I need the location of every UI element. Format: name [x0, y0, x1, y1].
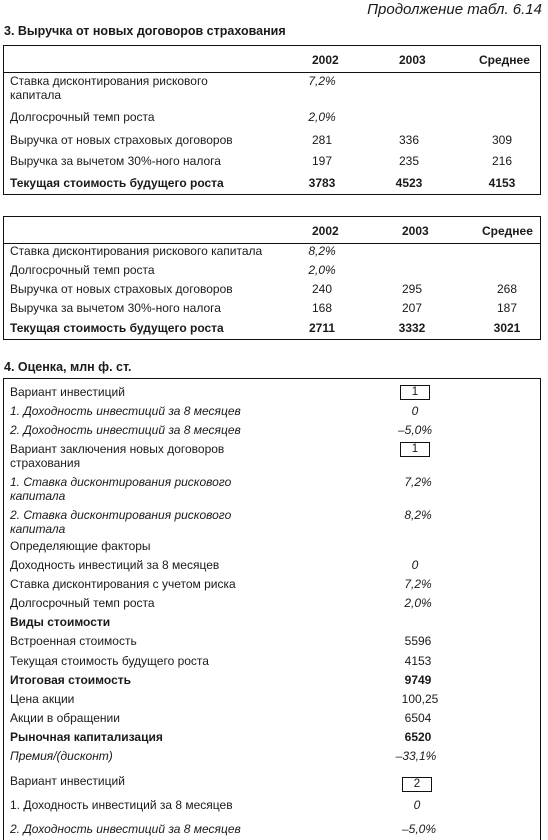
- col-2003: 2003: [399, 53, 426, 67]
- row-label: Выручка от новых страховых договоров: [10, 133, 233, 147]
- section-3-title: 3. Выручка от новых договоров страхования: [4, 24, 286, 38]
- row-value: 8,2%: [404, 508, 432, 522]
- col-2003: 2003: [402, 224, 429, 238]
- row-label: 1. Доходность инвестиций за 8 месяцев: [10, 798, 233, 812]
- row-label: Определяющие факторы: [10, 539, 151, 553]
- row-label: Ставка дисконтирования рискового капитала: [10, 244, 263, 258]
- value-2002: 2,0%: [308, 263, 336, 277]
- row-value: 2,0%: [404, 596, 432, 610]
- row-label: Долгосрочный темп роста: [10, 596, 155, 610]
- row-value: 6520: [404, 730, 432, 744]
- value-average: 3021: [493, 321, 521, 335]
- row-label: Вариант инвестиций: [10, 385, 125, 399]
- value-average: 4153: [488, 176, 516, 190]
- row-label: Выручка за вычетом 30%-ного налога: [10, 301, 221, 315]
- value-2003: 207: [401, 301, 423, 315]
- row-value: –5,0%: [401, 822, 437, 836]
- value-2002: 240: [311, 282, 333, 296]
- row-label: 2. Доходность инвестиций за 8 месяцев: [10, 822, 241, 836]
- row-label: 2. Доходность инвестиций за 8 месяцев: [10, 423, 241, 437]
- row-label: 2. Ставка дисконтирования рискового капитала: [10, 508, 232, 536]
- row-value: –5,0%: [397, 423, 433, 437]
- value-2003: 3332: [398, 321, 426, 335]
- value-average: 216: [491, 154, 513, 168]
- row-value: 0: [411, 404, 419, 418]
- row-label: Текущая стоимость будущего роста: [10, 321, 224, 335]
- table-header: [4, 46, 540, 73]
- row-value: 7,2%: [404, 475, 432, 489]
- col-average: Среднее: [482, 224, 533, 238]
- row-label: Долгосрочный темп роста: [10, 110, 155, 124]
- row-label: Ставка дисконтирования с учетом риска: [10, 577, 236, 591]
- value-2003: 295: [401, 282, 423, 296]
- row-label: Итоговая стоимость: [10, 673, 131, 687]
- row-label: 1. Ставка дисконтирования рискового капитала: [10, 475, 232, 503]
- investment-variant-box: 1: [400, 385, 430, 400]
- row-value: –33,1%: [395, 749, 437, 763]
- value-2002: 3783: [308, 176, 336, 190]
- revenue-table-2: [3, 216, 541, 340]
- row-label: Акции в обращении: [10, 711, 120, 725]
- row-label: Текущая стоимость будущего роста: [10, 176, 224, 190]
- row-value: 0: [413, 798, 421, 812]
- value-2002: 197: [311, 154, 333, 168]
- row-label: Ставка дисконтирования рискового капитала: [10, 74, 208, 102]
- table-header: [4, 217, 540, 244]
- row-value: 100,25: [401, 692, 439, 706]
- row-value: 4153: [404, 654, 432, 668]
- revenue-table-1: [3, 45, 541, 195]
- valuation-table: [3, 378, 541, 840]
- row-label: 1. Доходность инвестиций за 8 месяцев: [10, 404, 241, 418]
- row-label: Вариант заключения новых договоров страхования: [10, 442, 225, 470]
- row-value: 0: [411, 558, 419, 572]
- row-label: Выручка от новых страховых договоров: [10, 282, 233, 296]
- investment-variant-box: 2: [402, 777, 432, 792]
- value-2002: 168: [311, 301, 333, 315]
- row-label: Премия/(дисконт): [10, 749, 113, 763]
- row-label: Встроенная стоимость: [10, 634, 137, 648]
- value-average: 309: [491, 133, 513, 147]
- value-2003: 4523: [395, 176, 423, 190]
- row-value: 6504: [404, 711, 432, 725]
- row-label: Цена акции: [10, 692, 75, 706]
- contract-variant-box: 1: [400, 442, 430, 457]
- col-average: Среднее: [479, 53, 530, 67]
- col-2002: 2002: [312, 53, 339, 67]
- section-4-title: 4. Оценка, млн ф. ст.: [4, 360, 132, 374]
- row-value: 7,2%: [404, 577, 432, 591]
- value-average: 187: [496, 301, 518, 315]
- value-2002: 281: [311, 133, 333, 147]
- value-2002: 2,0%: [308, 110, 336, 124]
- col-2002: 2002: [312, 224, 339, 238]
- value-2002: 2711: [308, 321, 336, 335]
- continuation-caption: Продолжение табл. 6.14: [367, 1, 542, 18]
- value-2002: 8,2%: [308, 244, 336, 258]
- value-2003: 336: [398, 133, 420, 147]
- row-label: Рыночная капитализация: [10, 730, 163, 744]
- row-label: Долгосрочный темп роста: [10, 263, 155, 277]
- row-label: Текущая стоимость будущего роста: [10, 654, 209, 668]
- row-label: Виды стоимости: [10, 615, 111, 629]
- row-value: 9749: [404, 673, 432, 687]
- row-label: Выручка за вычетом 30%-ного налога: [10, 154, 221, 168]
- value-2002: 7,2%: [308, 74, 336, 88]
- row-value: 5596: [404, 634, 432, 648]
- row-label: Вариант инвестиций: [10, 774, 125, 788]
- row-label: Доходность инвестиций за 8 месяцев: [10, 558, 220, 572]
- value-2003: 235: [398, 154, 420, 168]
- value-average: 268: [496, 282, 518, 296]
